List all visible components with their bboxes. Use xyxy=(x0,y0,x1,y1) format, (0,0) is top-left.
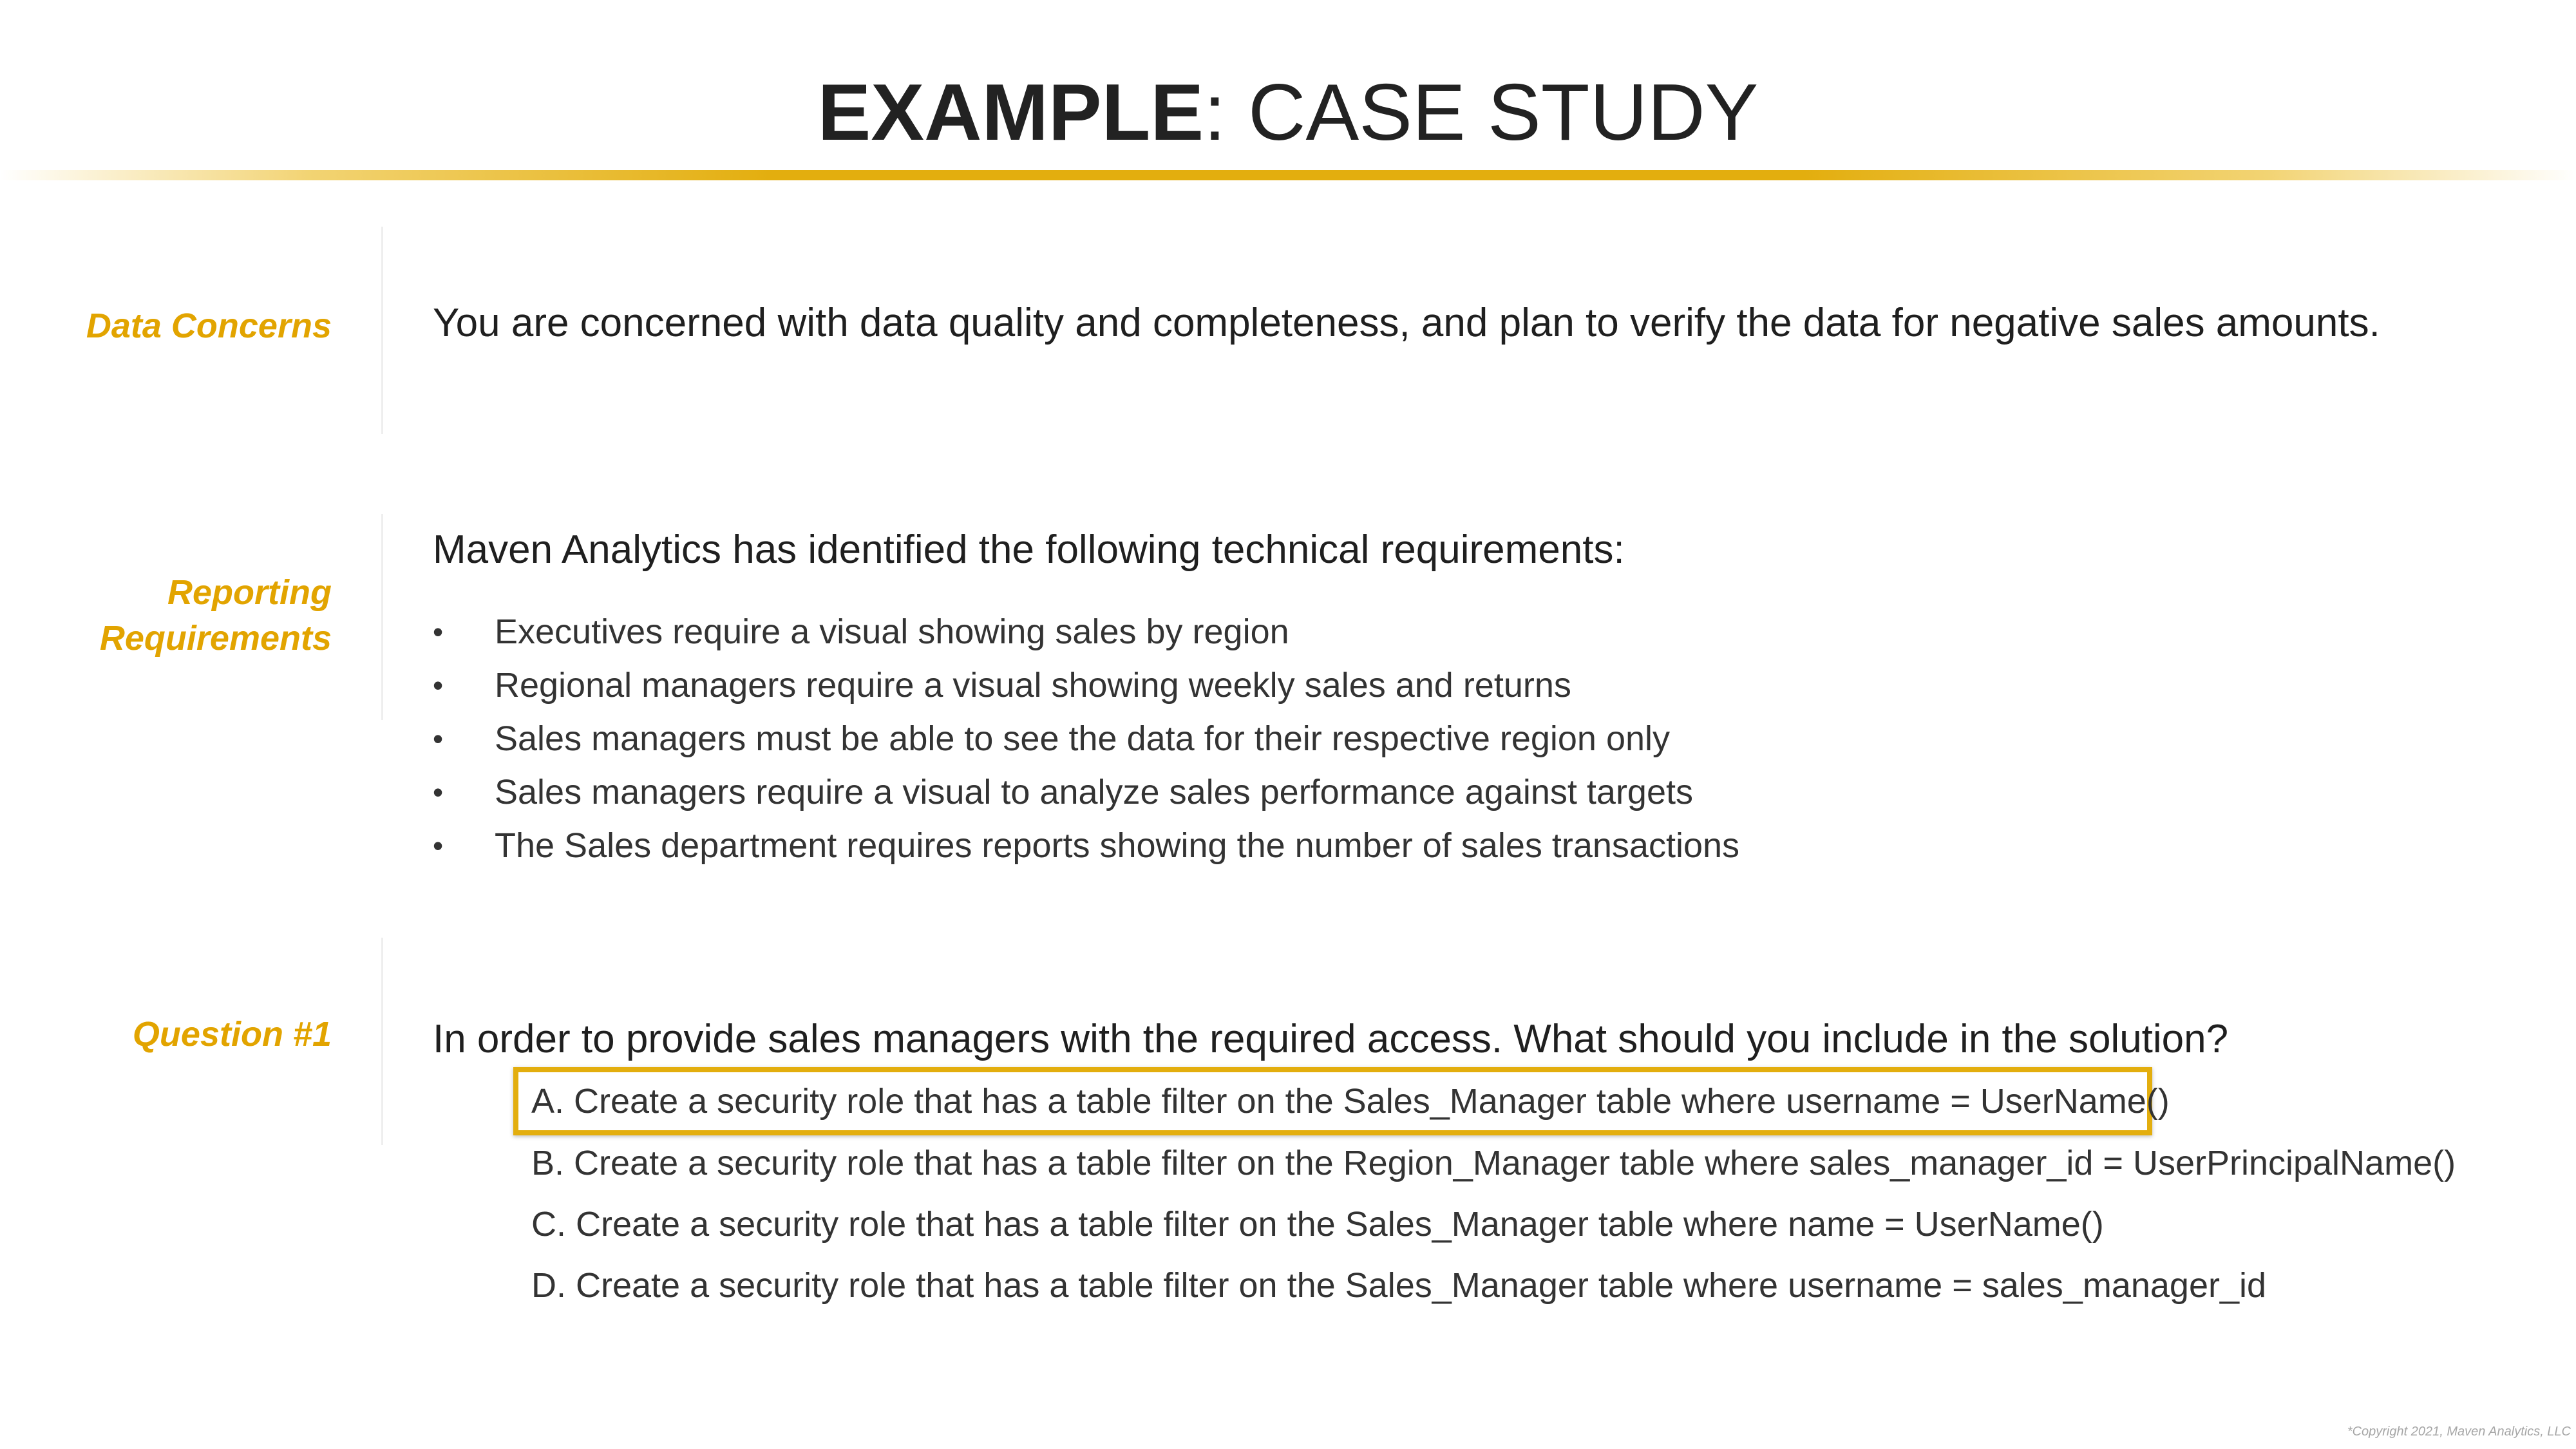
reporting-divider xyxy=(381,514,383,720)
bullet-icon: • xyxy=(433,722,444,755)
bullet-icon: • xyxy=(433,829,444,862)
list-item-text: The Sales department requires reports showing the number of sales transactions xyxy=(495,826,1740,865)
question-divider xyxy=(381,938,383,1145)
answer-option-c: C. Create a security role that has a table filter on the Sales_Manager table where name = UserName() xyxy=(531,1205,2104,1244)
list-item-text: Sales managers require a visual to analyze sales performance against targets xyxy=(495,773,1693,811)
question-text: In order to provide sales managers with the required access. What should you include in the solution? xyxy=(433,1017,2229,1061)
answer-option-b: B. Create a security role that has a table filter on the Region_Manager table where sales_manager_id = UserPrincipalName() xyxy=(531,1144,2456,1182)
list-item-text: Executives require a visual showing sales by region xyxy=(495,612,1289,651)
data-concerns-text: You are concerned with data quality and completeness, and plan to verify the data for negative sales amounts. xyxy=(433,301,2380,345)
bullet-icon: • xyxy=(433,775,444,809)
reporting-intro: Maven Analytics has identified the following technical requirements: xyxy=(433,527,1625,572)
list-item-text: Sales managers must be able to see the data for their respective region only xyxy=(495,719,1671,758)
data-concerns-label: Data Concerns xyxy=(86,307,332,345)
copyright-notice: *Copyright 2021, Maven Analytics, LLC xyxy=(2347,1425,2571,1439)
data-concerns-divider xyxy=(381,227,383,434)
title-bold: EXAMPLE xyxy=(817,68,1204,157)
title-rest: : CASE STUDY xyxy=(1204,68,1759,157)
answer-option-a: A. Create a security role that has a table filter on the Sales_Manager table where username = UserName() xyxy=(531,1082,2170,1121)
question-label: Question #1 xyxy=(132,1015,332,1054)
list-item-text: Regional managers require a visual showing weekly sales and returns xyxy=(495,666,1571,705)
page-title xyxy=(0,64,2576,161)
bullet-icon: • xyxy=(433,615,444,649)
title-underline xyxy=(0,170,2576,180)
answer-option-d: D. Create a security role that has a table filter on the Sales_Manager table where username = sales_manager_id xyxy=(531,1266,2267,1305)
reporting-label-line1: Reporting xyxy=(167,573,332,612)
reporting-label-line2: Requirements xyxy=(99,619,332,658)
bullet-icon: • xyxy=(433,668,444,702)
